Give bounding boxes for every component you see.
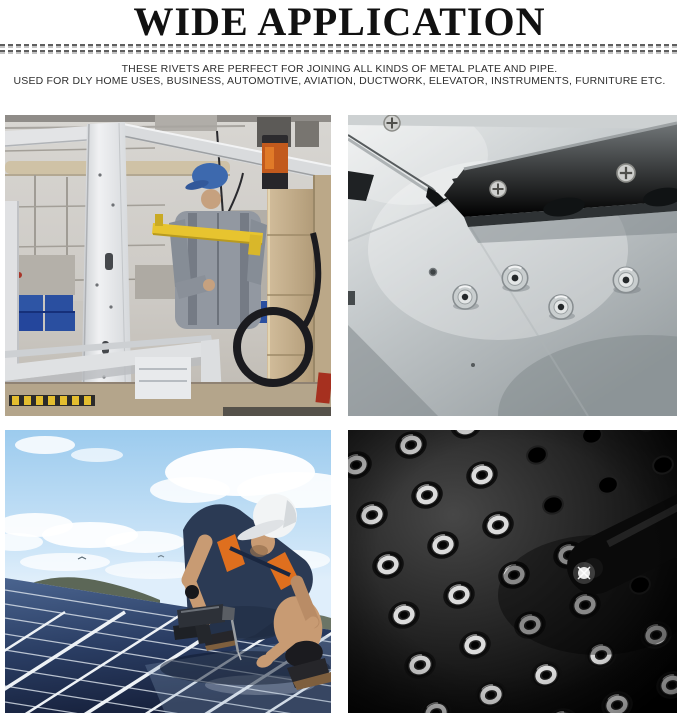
vignette [348,430,677,713]
factory-illustration [5,115,331,416]
solar-illustration [5,430,331,713]
rivet-panel-illustration [348,430,677,713]
page-title: WIDE APPLICATION [133,0,546,44]
sheet-metal-illustration [348,115,677,416]
description-line-2: USED FOR DLY HOME USES, BUSINESS, AUTOMOTIVE, AVIATION, DUCTWORK, ELEVATOR, INSTRUMENTS, FURNITURE ETC. [13,74,666,87]
photo-riveted-sheet-metal [348,115,677,416]
screw [384,115,400,131]
page-header [0,0,679,87]
photo-rivet-nut-panel [348,430,677,713]
signal-beacon [262,135,288,189]
dash-row-bottom [0,50,679,54]
photo-factory-assembly [5,115,331,416]
description-line-1: THESE RIVETS ARE PERFECT FOR JOINING ALL KINDS OF METAL PLATE AND PIPE. [121,63,558,75]
description-block [0,64,679,87]
dashed-separator [0,44,679,54]
photo-solar-installation [5,430,331,713]
